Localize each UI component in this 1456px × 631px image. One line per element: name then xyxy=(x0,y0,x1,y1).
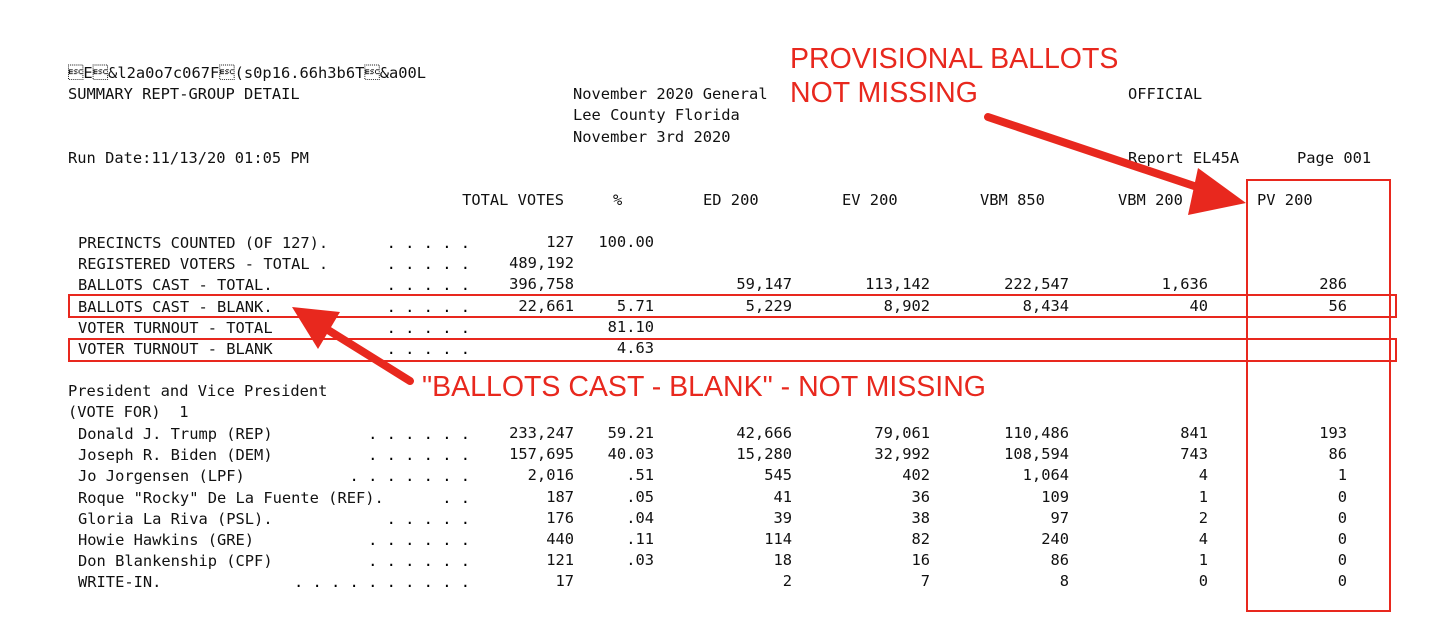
cell-total-votes: 127 xyxy=(546,233,574,251)
row-leader-dots: . . xyxy=(442,488,470,507)
report-id: Report EL45A xyxy=(1128,149,1240,167)
cell-ed-200: 42,666 xyxy=(736,424,792,442)
cell-ev-200: 79,061 xyxy=(874,424,930,442)
cell-percent: .04 xyxy=(626,508,654,527)
cell-vbm-850: 1,064 xyxy=(1022,466,1069,485)
row-label: BALLOTS CAST - TOTAL. xyxy=(78,276,273,295)
cell-total-votes: 157,695 xyxy=(509,445,574,464)
cell-percent: .11 xyxy=(626,530,654,548)
row-label: PRECINCTS COUNTED (OF 127). xyxy=(78,234,329,252)
cell-vbm-850: 8,434 xyxy=(1022,296,1069,315)
row-label: Gloria La Riva (PSL). xyxy=(78,509,273,528)
run-date: Run Date:11/13/20 01:05 PM xyxy=(68,149,309,167)
row-label: Roque "Rocky" De La Fuente (REF). xyxy=(78,488,384,507)
cell-percent: 100.00 xyxy=(598,233,654,251)
row-leader-dots: . . . . . . . xyxy=(349,467,470,486)
county-name: Lee County Florida xyxy=(573,106,740,124)
official-status: OFFICIAL xyxy=(1128,85,1203,103)
row-label: Howie Hawkins (GRE) xyxy=(78,531,255,549)
column-header-ed-200: ED 200 xyxy=(703,191,759,209)
cell-total-votes: 17 xyxy=(555,572,574,591)
row-label: BALLOTS CAST - BLANK. xyxy=(78,297,273,316)
cell-ed-200: 15,280 xyxy=(736,445,792,464)
cell-ev-200: 7 xyxy=(920,572,930,591)
cell-total-votes: 233,247 xyxy=(509,424,574,442)
cell-ev-200: 38 xyxy=(911,508,930,527)
annotation-blank-note: "BALLOTS CAST - BLANK" - NOT MISSING xyxy=(422,371,986,403)
cell-percent: 4.63 xyxy=(616,339,654,357)
race-vote-for: (VOTE FOR) 1 xyxy=(68,403,189,421)
row-label: Don Blankenship (CPF) xyxy=(78,552,273,571)
cell-vbm-850: 97 xyxy=(1050,508,1069,527)
election-date: November 3rd 2020 xyxy=(573,128,731,146)
annotation-provisional-line1: PROVISIONAL BALLOTS xyxy=(790,43,1119,75)
cell-vbm-850: 8 xyxy=(1059,572,1069,591)
cell-percent: 81.10 xyxy=(607,317,654,336)
cell-pv-200: 0 xyxy=(1337,487,1347,506)
row-leader-dots: . . . . . . xyxy=(368,425,470,443)
row-leader-dots: . . . . . . . . . . xyxy=(293,573,470,592)
column-header-pv-200: PV 200 xyxy=(1257,191,1313,209)
cell-vbm-200: 1 xyxy=(1198,487,1208,506)
cell-vbm-200: 2 xyxy=(1198,508,1208,527)
cell-ed-200: 5,229 xyxy=(745,296,792,315)
column-header-percent: % xyxy=(613,191,623,209)
arrow-blank-head xyxy=(292,307,340,349)
row-leader-dots: . . . . . . xyxy=(368,531,470,549)
column-header-total-votes: TOTAL VOTES xyxy=(462,191,564,209)
cell-vbm-850: 109 xyxy=(1041,487,1069,506)
cell-pv-200: 0 xyxy=(1337,508,1347,527)
cell-vbm-200: 4 xyxy=(1198,530,1208,548)
printer-code-line: E&l2a0o7c067F(s0p16.66h3b6T&a00L xyxy=(68,64,427,82)
row-label: REGISTERED VOTERS - TOTAL . xyxy=(78,255,329,274)
summary-title: SUMMARY REPT-GROUP DETAIL xyxy=(68,85,300,103)
cell-ed-200: 545 xyxy=(764,466,792,485)
row-label: VOTER TURNOUT - BLANK xyxy=(78,340,273,358)
cell-ev-200: 36 xyxy=(911,487,930,506)
cell-ed-200: 59,147 xyxy=(736,275,792,294)
cell-ed-200: 41 xyxy=(773,487,792,506)
cell-total-votes: 2,016 xyxy=(527,466,574,485)
cell-pv-200: 86 xyxy=(1328,445,1347,464)
row-leader-dots: . . . . . . xyxy=(368,446,470,465)
cell-ev-200: 113,142 xyxy=(865,275,930,294)
row-leader-dots: . . . . . . xyxy=(368,552,470,571)
row-leader-dots: . . . . . xyxy=(386,297,470,316)
cell-ed-200: 114 xyxy=(764,530,792,548)
cell-percent: 40.03 xyxy=(607,445,654,464)
row-label: Joseph R. Biden (DEM) xyxy=(78,446,273,465)
cell-percent: .03 xyxy=(626,551,654,570)
cell-vbm-850: 240 xyxy=(1041,530,1069,548)
election-name: November 2020 General xyxy=(573,85,768,103)
column-header-vbm-850: VBM 850 xyxy=(980,191,1045,209)
column-header-vbm-200: VBM 200 xyxy=(1118,191,1183,209)
cell-total-votes: 489,192 xyxy=(509,254,574,273)
cell-vbm-850: 86 xyxy=(1050,551,1069,570)
cell-percent: 59.21 xyxy=(607,424,654,442)
cell-vbm-850: 222,547 xyxy=(1004,275,1069,294)
cell-total-votes: 396,758 xyxy=(509,275,574,294)
cell-total-votes: 176 xyxy=(546,508,574,527)
cell-total-votes: 187 xyxy=(546,487,574,506)
arrow-blank xyxy=(320,325,410,381)
cell-ed-200: 18 xyxy=(773,551,792,570)
cell-percent: .05 xyxy=(626,487,654,506)
cell-vbm-200: 0 xyxy=(1198,572,1208,591)
column-header-ev-200: EV 200 xyxy=(842,191,898,209)
cell-pv-200: 0 xyxy=(1337,572,1347,591)
row-leader-dots: . . . . . xyxy=(386,318,470,337)
cell-ev-200: 8,902 xyxy=(883,296,930,315)
cell-ev-200: 16 xyxy=(911,551,930,570)
cell-pv-200: 1 xyxy=(1337,466,1347,485)
cell-total-votes: 121 xyxy=(546,551,574,570)
cell-pv-200: 193 xyxy=(1319,424,1347,442)
cell-vbm-850: 110,486 xyxy=(1004,424,1069,442)
cell-vbm-200: 1,636 xyxy=(1161,275,1208,294)
cell-percent: 5.71 xyxy=(616,296,654,315)
row-leader-dots: . . . . . xyxy=(386,255,470,274)
page-number: Page 001 xyxy=(1297,149,1372,167)
row-label: Donald J. Trump (REP) xyxy=(78,425,273,443)
cell-ev-200: 82 xyxy=(911,530,930,548)
row-leader-dots: . . . . . xyxy=(386,276,470,295)
cell-ev-200: 32,992 xyxy=(874,445,930,464)
cell-pv-200: 0 xyxy=(1337,551,1347,570)
row-label: Jo Jorgensen (LPF) xyxy=(78,467,245,486)
cell-vbm-200: 743 xyxy=(1180,445,1208,464)
cell-vbm-200: 841 xyxy=(1180,424,1208,442)
cell-vbm-850: 108,594 xyxy=(1004,445,1069,464)
cell-vbm-200: 4 xyxy=(1198,466,1208,485)
cell-ed-200: 2 xyxy=(782,572,792,591)
cell-total-votes: 440 xyxy=(546,530,574,548)
row-leader-dots: . . . . . xyxy=(386,509,470,528)
cell-ev-200: 402 xyxy=(902,466,930,485)
row-label: VOTER TURNOUT - TOTAL xyxy=(78,318,273,337)
cell-pv-200: 286 xyxy=(1319,275,1347,294)
cell-vbm-200: 1 xyxy=(1198,551,1208,570)
cell-ed-200: 39 xyxy=(773,508,792,527)
row-label: WRITE-IN. xyxy=(78,573,162,592)
annotation-provisional-line2: NOT MISSING xyxy=(790,77,978,109)
cell-pv-200: 56 xyxy=(1328,296,1347,315)
row-leader-dots: . . . . . xyxy=(386,234,470,252)
arrow-provisional xyxy=(988,117,1212,192)
cell-vbm-200: 40 xyxy=(1189,296,1208,315)
cell-pv-200: 0 xyxy=(1337,530,1347,548)
race-title: President and Vice President xyxy=(68,382,328,400)
cell-total-votes: 22,661 xyxy=(518,296,574,315)
arrow-provisional-head xyxy=(1188,168,1246,215)
cell-percent: .51 xyxy=(626,466,654,485)
row-leader-dots: . . . . . xyxy=(386,340,470,358)
